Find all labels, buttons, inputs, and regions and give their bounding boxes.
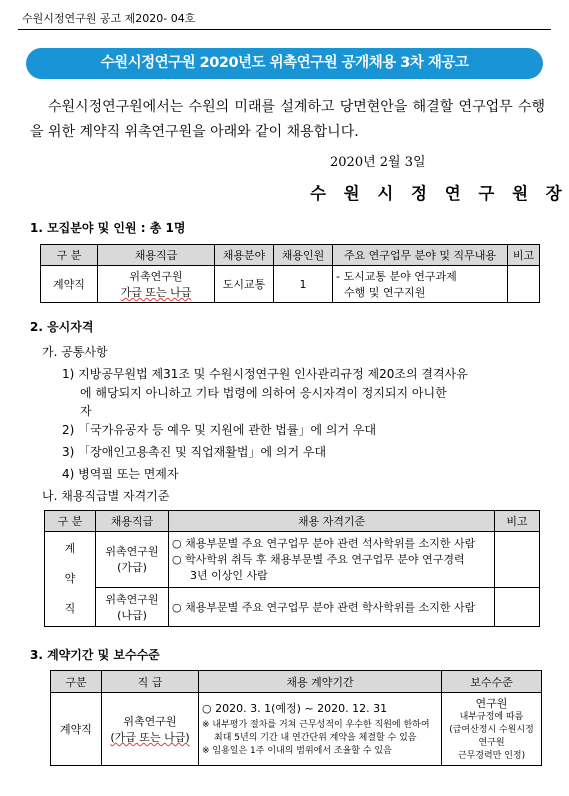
document-number: 수원시정연구원 공고 제2020- 04호	[22, 12, 196, 25]
pay-line: 연구원	[475, 697, 508, 710]
table-row	[45, 587, 540, 626]
grade-line: 위촉연구원	[129, 270, 183, 283]
header-divider	[18, 29, 551, 30]
col-header: 주요 연구업무 분야 및 직무내용	[333, 245, 508, 266]
cell-grade	[96, 587, 169, 626]
cell-note	[508, 266, 540, 303]
subsection-common: 가. 공통사항	[42, 345, 108, 359]
cell-grade	[96, 532, 169, 588]
col-header: 구분	[51, 671, 102, 693]
cell-grade	[98, 266, 215, 303]
table-row	[45, 532, 540, 588]
intro-paragraph: 수원시정연구원에서는 수원의 미래를 설계하고 당면현안을 해결할 연구업무 수행을 위한 계약직 위촉연구원을 아래와 같이 채용합니다.	[30, 99, 545, 140]
col-header: 비고	[508, 245, 540, 266]
col-header: 보수수준	[442, 671, 542, 693]
qualification-item: 1) 지방공무원법 제31조 및 수원시정연구원 인사관리규정 제20조의 결격사유	[62, 367, 468, 381]
grade-line: (가급)	[117, 561, 147, 575]
cell-note	[495, 532, 540, 588]
col-header: 채용직급	[96, 511, 169, 532]
grade-line: 위촉연구원	[105, 545, 159, 559]
cell-pay	[442, 693, 542, 766]
section2-title: 2. 응시자격	[30, 320, 94, 334]
pay-line: 근무경력만 인정)	[457, 751, 526, 761]
col-header: 구 분	[41, 245, 98, 266]
qualification-item-cont: 에 해당되지 아니하고 기타 법령에 의하여 응시자격이 정지되지 아니한	[80, 386, 447, 400]
pay-line: (급여산정시 수원시정연구원	[449, 725, 534, 748]
section1-title: 1. 모집분야 및 인원 : 총 1명	[30, 221, 186, 235]
circle-bullet-icon: ○	[172, 537, 186, 551]
cell-count: 1	[274, 266, 333, 303]
qualification-item-cont: 자	[80, 404, 92, 418]
col-header: 직 급	[102, 671, 199, 693]
requirement-text: 채용부문별 주요 연구업무 분야 관련 석사학위를 소지한 사람	[185, 537, 476, 551]
grade-line: 위촉연구원	[105, 592, 159, 606]
qualification-item: 2) 「국가유공자 등 예우 및 지원에 관한 법률」에 의거 우대	[62, 423, 377, 437]
cell-type: 계약직	[51, 693, 102, 766]
section3-title: 3. 계약기간 및 보수수준	[30, 648, 160, 662]
requirement-text: 학사학위 취득 후 채용부문별 주요 연구업무 분야 연구경력	[185, 553, 465, 567]
cell-type: 계약직	[41, 266, 98, 303]
col-header: 채용분야	[215, 245, 274, 266]
table-row	[41, 266, 540, 303]
cell-period	[199, 693, 442, 766]
contract-table	[50, 670, 542, 766]
col-header: 구 분	[45, 511, 96, 532]
duty-line: - 도시교통 분야 연구과제	[336, 270, 457, 283]
announcement-date: 2020년 2월 3일	[330, 155, 426, 170]
cell-note	[495, 587, 540, 626]
recruitment-table	[40, 244, 540, 303]
type-char: 계	[64, 542, 76, 555]
subsection-grade-criteria: 나. 채용직급별 자격기준	[42, 489, 170, 503]
organization-signature: 수 원 시 정 연 구 원 장	[310, 184, 568, 203]
period-text: ○ 2020. 3. 1(예정) ~ 2020. 12. 31	[202, 702, 388, 715]
circle-bullet-icon: ○	[172, 600, 186, 614]
cell-type	[45, 532, 96, 627]
period-note: ※ 임용일은 1주 이내의 범위에서 조율할 수 있음	[202, 746, 392, 756]
circle-bullet-icon: ○	[172, 553, 186, 567]
requirement-text: 3년 이상인 사람	[190, 569, 268, 583]
type-char: 약	[64, 572, 76, 585]
duty-line: 수행 및 연구지원	[344, 286, 426, 299]
requirement-text: 채용부문별 주요 연구업무 분야 관련 학사학위를 소지한 사람	[185, 600, 476, 614]
qualification-item: 3) 「장애인고용촉진 및 직업재활법」에 의거 우대	[62, 445, 327, 459]
cell-duty	[333, 266, 508, 303]
cell-field: 도시교통	[215, 266, 274, 303]
qualification-table	[44, 510, 540, 627]
grade-line: 가급 또는 나급	[120, 286, 192, 299]
pay-line: 내부규정에 따름	[459, 712, 524, 722]
col-header: 채용직급	[98, 245, 215, 266]
period-note: ※ 내부평가 절차를 거쳐 근무성적이 우수한 직원에 한하여	[202, 720, 430, 730]
grade-line: 위촉연구원	[123, 715, 177, 728]
title-banner: 수원시정연구원 2020년도 위촉연구원 공개채용 3차 재공고	[26, 48, 543, 79]
table-row	[51, 693, 542, 766]
grade-line: (가급 또는 나급)	[110, 731, 190, 744]
period-note: 최대 5년의 기간 내 연간단위 계약을 체결할 수 있음	[214, 733, 417, 743]
qualification-item: 4) 병역필 또는 면제자	[62, 467, 179, 481]
cell-requirements	[169, 587, 495, 626]
col-header: 채용 계약기간	[199, 671, 442, 693]
col-header: 채용 자격기준	[169, 511, 495, 532]
grade-line: (나급)	[117, 608, 147, 622]
cell-requirements	[169, 532, 495, 588]
type-char: 직	[64, 602, 76, 615]
col-header: 채용인원	[274, 245, 333, 266]
cell-grade	[102, 693, 199, 766]
col-header: 비고	[495, 511, 540, 532]
